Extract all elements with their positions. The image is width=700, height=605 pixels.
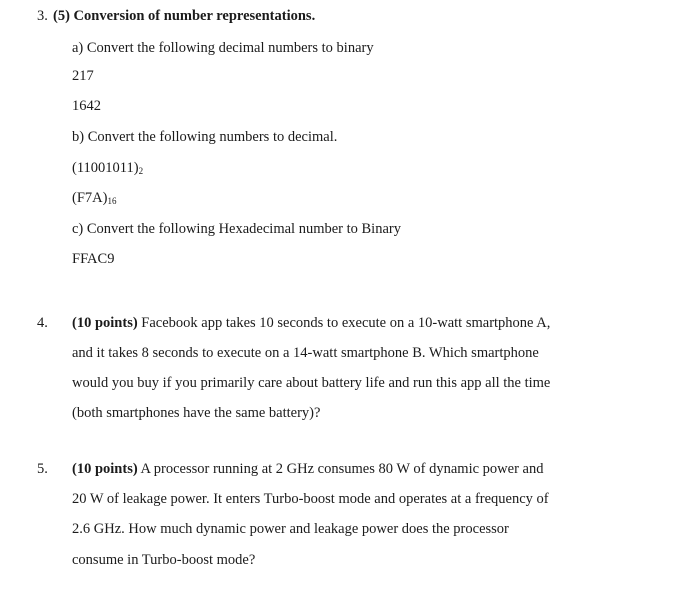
q4-line-1-text: Facebook app takes 10 seconds to execute on a 10-watt smartphone A, (137, 315, 551, 331)
q4-points: (10 points) (72, 315, 138, 331)
q3-part-a-value-1: 217 (72, 68, 94, 84)
q4-line-1 (72, 314, 550, 332)
q5-line-2: 20 W of leakage power. It enters Turbo-boost mode and operates at a frequency of (72, 491, 549, 507)
q5-points: (10 points) (72, 461, 138, 477)
q4-line-2: and it takes 8 seconds to execute on a 14-watt smartphone B. Which smartphone (72, 345, 539, 361)
q3-part-a-value-2: 1642 (72, 98, 101, 114)
q4-line-4: (both smartphones have the same battery)? (72, 405, 321, 421)
q3-number: 3. (37, 8, 48, 24)
q5-line-3: 2.6 GHz. How much dynamic power and leakage power does the processor (72, 521, 509, 537)
q5-line-1 (72, 460, 543, 478)
q3-part-b-prompt: b) Convert the following numbers to decimal. (72, 129, 338, 145)
q5-number: 5. (37, 461, 48, 477)
q3-part-b-item-1-value: (11001011) (72, 160, 139, 176)
q3-part-c-prompt: c) Convert the following Hexadecimal number to Binary (72, 221, 401, 237)
q3-part-b-item-1-base: 2 (138, 166, 144, 176)
q4-number: 4. (37, 315, 48, 331)
q3-part-b-item-2 (72, 189, 116, 207)
q3-part-c-value: FFAC9 (72, 251, 115, 267)
q3-title: (5) Conversion of number representations. (53, 8, 316, 24)
q4-line-3: would you buy if you primarily care about battery life and run this app all the time (72, 375, 551, 391)
q5-line-1-text: A processor running at 2 GHz consumes 80 W of dynamic power and (137, 461, 544, 477)
q3-part-a-prompt: a) Convert the following decimal numbers to binary (72, 40, 374, 56)
q3-part-b-item-2-value: (F7A) (72, 190, 108, 206)
q5-line-4: consume in Turbo-boost mode? (72, 552, 256, 568)
q3-part-b-item-2-base: 16 (107, 196, 117, 206)
q3-part-b-item-1 (72, 159, 143, 177)
